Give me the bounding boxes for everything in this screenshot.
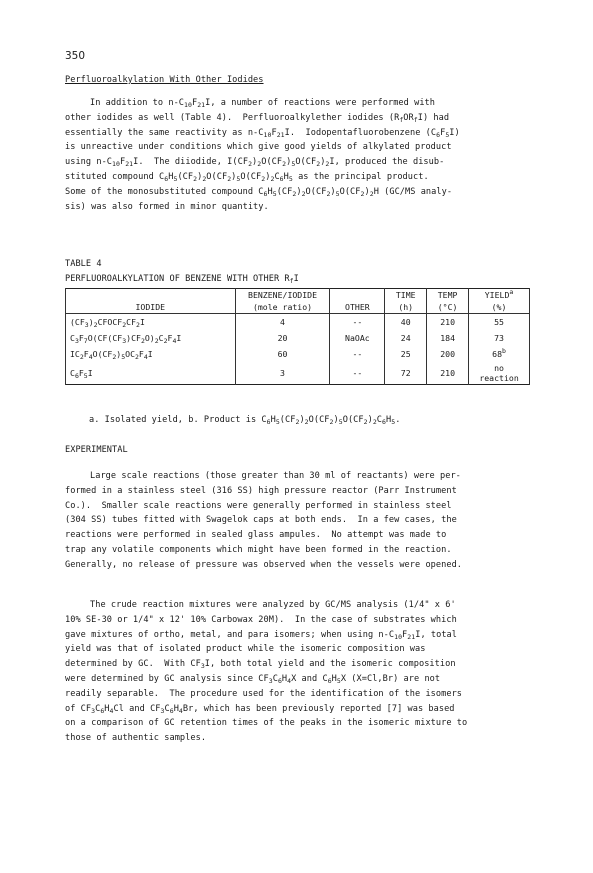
header-yield-unit: (%) bbox=[469, 301, 530, 314]
iodide-cell: $C_3F_7O(CF(CF_3)CF_2O)_2C_2F_4I$ bbox=[66, 330, 236, 346]
temp-cell: 200 bbox=[427, 346, 469, 362]
header-temp-unit: (°C) bbox=[427, 301, 469, 314]
iodide-cell: $IC_2F_4O(CF_2)_5OC_2F_4I$ bbox=[66, 346, 236, 362]
yield-cell: 73 bbox=[469, 330, 530, 346]
yield-cell: 55 bbox=[469, 314, 530, 331]
table-row bbox=[66, 346, 530, 362]
experimental-heading: EXPERIMENTAL bbox=[65, 445, 128, 455]
iodide-cell: $(CF_3)_2CFOCF_2CF_2I$ bbox=[66, 314, 236, 331]
time-cell: 40 bbox=[385, 314, 427, 331]
ratio-cell: 60 bbox=[235, 346, 330, 362]
time-cell: 24 bbox=[385, 330, 427, 346]
time-cell: 72 bbox=[385, 362, 427, 385]
temp-cell: 210 bbox=[427, 362, 469, 385]
yield-cell: 68$^b$ bbox=[469, 346, 530, 362]
yield-cell: no reaction bbox=[469, 362, 530, 385]
other-cell: NaOAc bbox=[330, 330, 385, 346]
page-number: 350 bbox=[65, 50, 86, 62]
header-time-unit: (h) bbox=[385, 301, 427, 314]
temp-cell: 210 bbox=[427, 314, 469, 331]
header-temp: TEMP bbox=[427, 289, 469, 302]
temp-cell: 184 bbox=[427, 330, 469, 346]
other-cell: -- bbox=[330, 362, 385, 385]
header-other-blank bbox=[330, 289, 385, 302]
table-4 bbox=[65, 288, 530, 385]
header-mole-ratio: (mole ratio) bbox=[235, 301, 330, 314]
table-footnote: a. Isolated yield, b. Product is $C_6H_5(CF_2)_2O(CF_2)_5O(CF_2)_2C_6H_5$. bbox=[89, 415, 401, 426]
other-cell: -- bbox=[330, 314, 385, 331]
paragraph-experimental-2: The crude reaction mixtures were analyzed by GC/MS analysis (1/4" x 6' 10% SE-30 or 1/4" x 12' 10% Carbowax 20M). In the case of substrates which gave mixtures of ortho, metal, and para isomers; when using $n-C_{10}F_{21}I$, total yield was that of isolated product while the isomeric composition was determined by GC. With $CF_3I$, both total yield and the isomeric composition were determined by GC analysis since $CF_3C_6H_4X$ and $C_6H_5X$ (X=Cl,Br) are not readily separable. The procedure used for the identification of the isomers of $CF_3C_6H_4Cl$ and $CF_3C_6H_4Br$, which has been previously reported [7] was based on a comparison of GC retention times of the peaks in the isomeric mixture to those of authentic samples. bbox=[65, 600, 468, 744]
time-cell: 25 bbox=[385, 346, 427, 362]
header-time: TIME bbox=[385, 289, 427, 302]
table-row bbox=[66, 314, 530, 331]
header-iodide-blank bbox=[66, 289, 236, 302]
ratio-cell: 20 bbox=[235, 330, 330, 346]
paragraph-other-iodides: In addition to $n-C_{10}F_{21}I$, a number of reactions were performed with other iodides as well (Table 4). Perfluoroalkylether iodides $(R_fOR_fI)$ had essentially the same reactivity as $n-C_{10}F_{21}I$. Iodopentafluorobenzene $(C_6F_5I)$ is unreactive under conditions which give good yields of alkylated product using $n-C_{10}F_{21}I$. The diiodide, $I(CF_2)_2O(CF_2)_5O(CF_2)_2I$, produced the disub- stituted compound $C_6H_5(CF_2)_2O(CF_2)_5O(CF_2)_2C_6H_5$ as the principal product. Some of the monosubstituted compound $C_6H_5(CF_2)_2O(CF_2)_5O(CF_2)_2H$ (GC/MS analy- sis) was also formed in minor quantity. bbox=[65, 98, 460, 212]
paragraph-experimental-1: Large scale reactions (those greater than 30 ml of reactants) were per- formed in a stainless steel (316 SS) high pressure reactor (Parr Instrument Co.). Smaller scale reactions were generally performed in stainless steel (304 SS) tubes fitted with Swagelok caps at both ends. In a few cases, the reactions were performed in sealed glass ampules. No attempt was made to trap any volatile components which might have been formed in the reaction. Generally, no release of pressure was observed when the vessels were opened. bbox=[65, 471, 463, 570]
table-title: TABLE 4 bbox=[65, 259, 102, 269]
table-row bbox=[66, 330, 530, 346]
header-other: OTHER bbox=[330, 301, 385, 314]
iodide-cell: $C_6F_5I$ bbox=[66, 362, 236, 385]
ratio-cell: 3 bbox=[235, 362, 330, 385]
table-row bbox=[66, 362, 530, 385]
header-yield: YIELD$^a$ bbox=[469, 289, 530, 302]
header-benzene-iodide: BENZENE/IODIDE bbox=[235, 289, 330, 302]
ratio-cell: 4 bbox=[235, 314, 330, 331]
other-cell: -- bbox=[330, 346, 385, 362]
header-iodide: IODIDE bbox=[66, 301, 236, 314]
table-caption: PERFLUOROALKYLATION OF BENZENE WITH OTHER $R_fI$ bbox=[65, 274, 299, 285]
section-heading: Perfluoroalkylation With Other Iodides bbox=[65, 75, 264, 85]
